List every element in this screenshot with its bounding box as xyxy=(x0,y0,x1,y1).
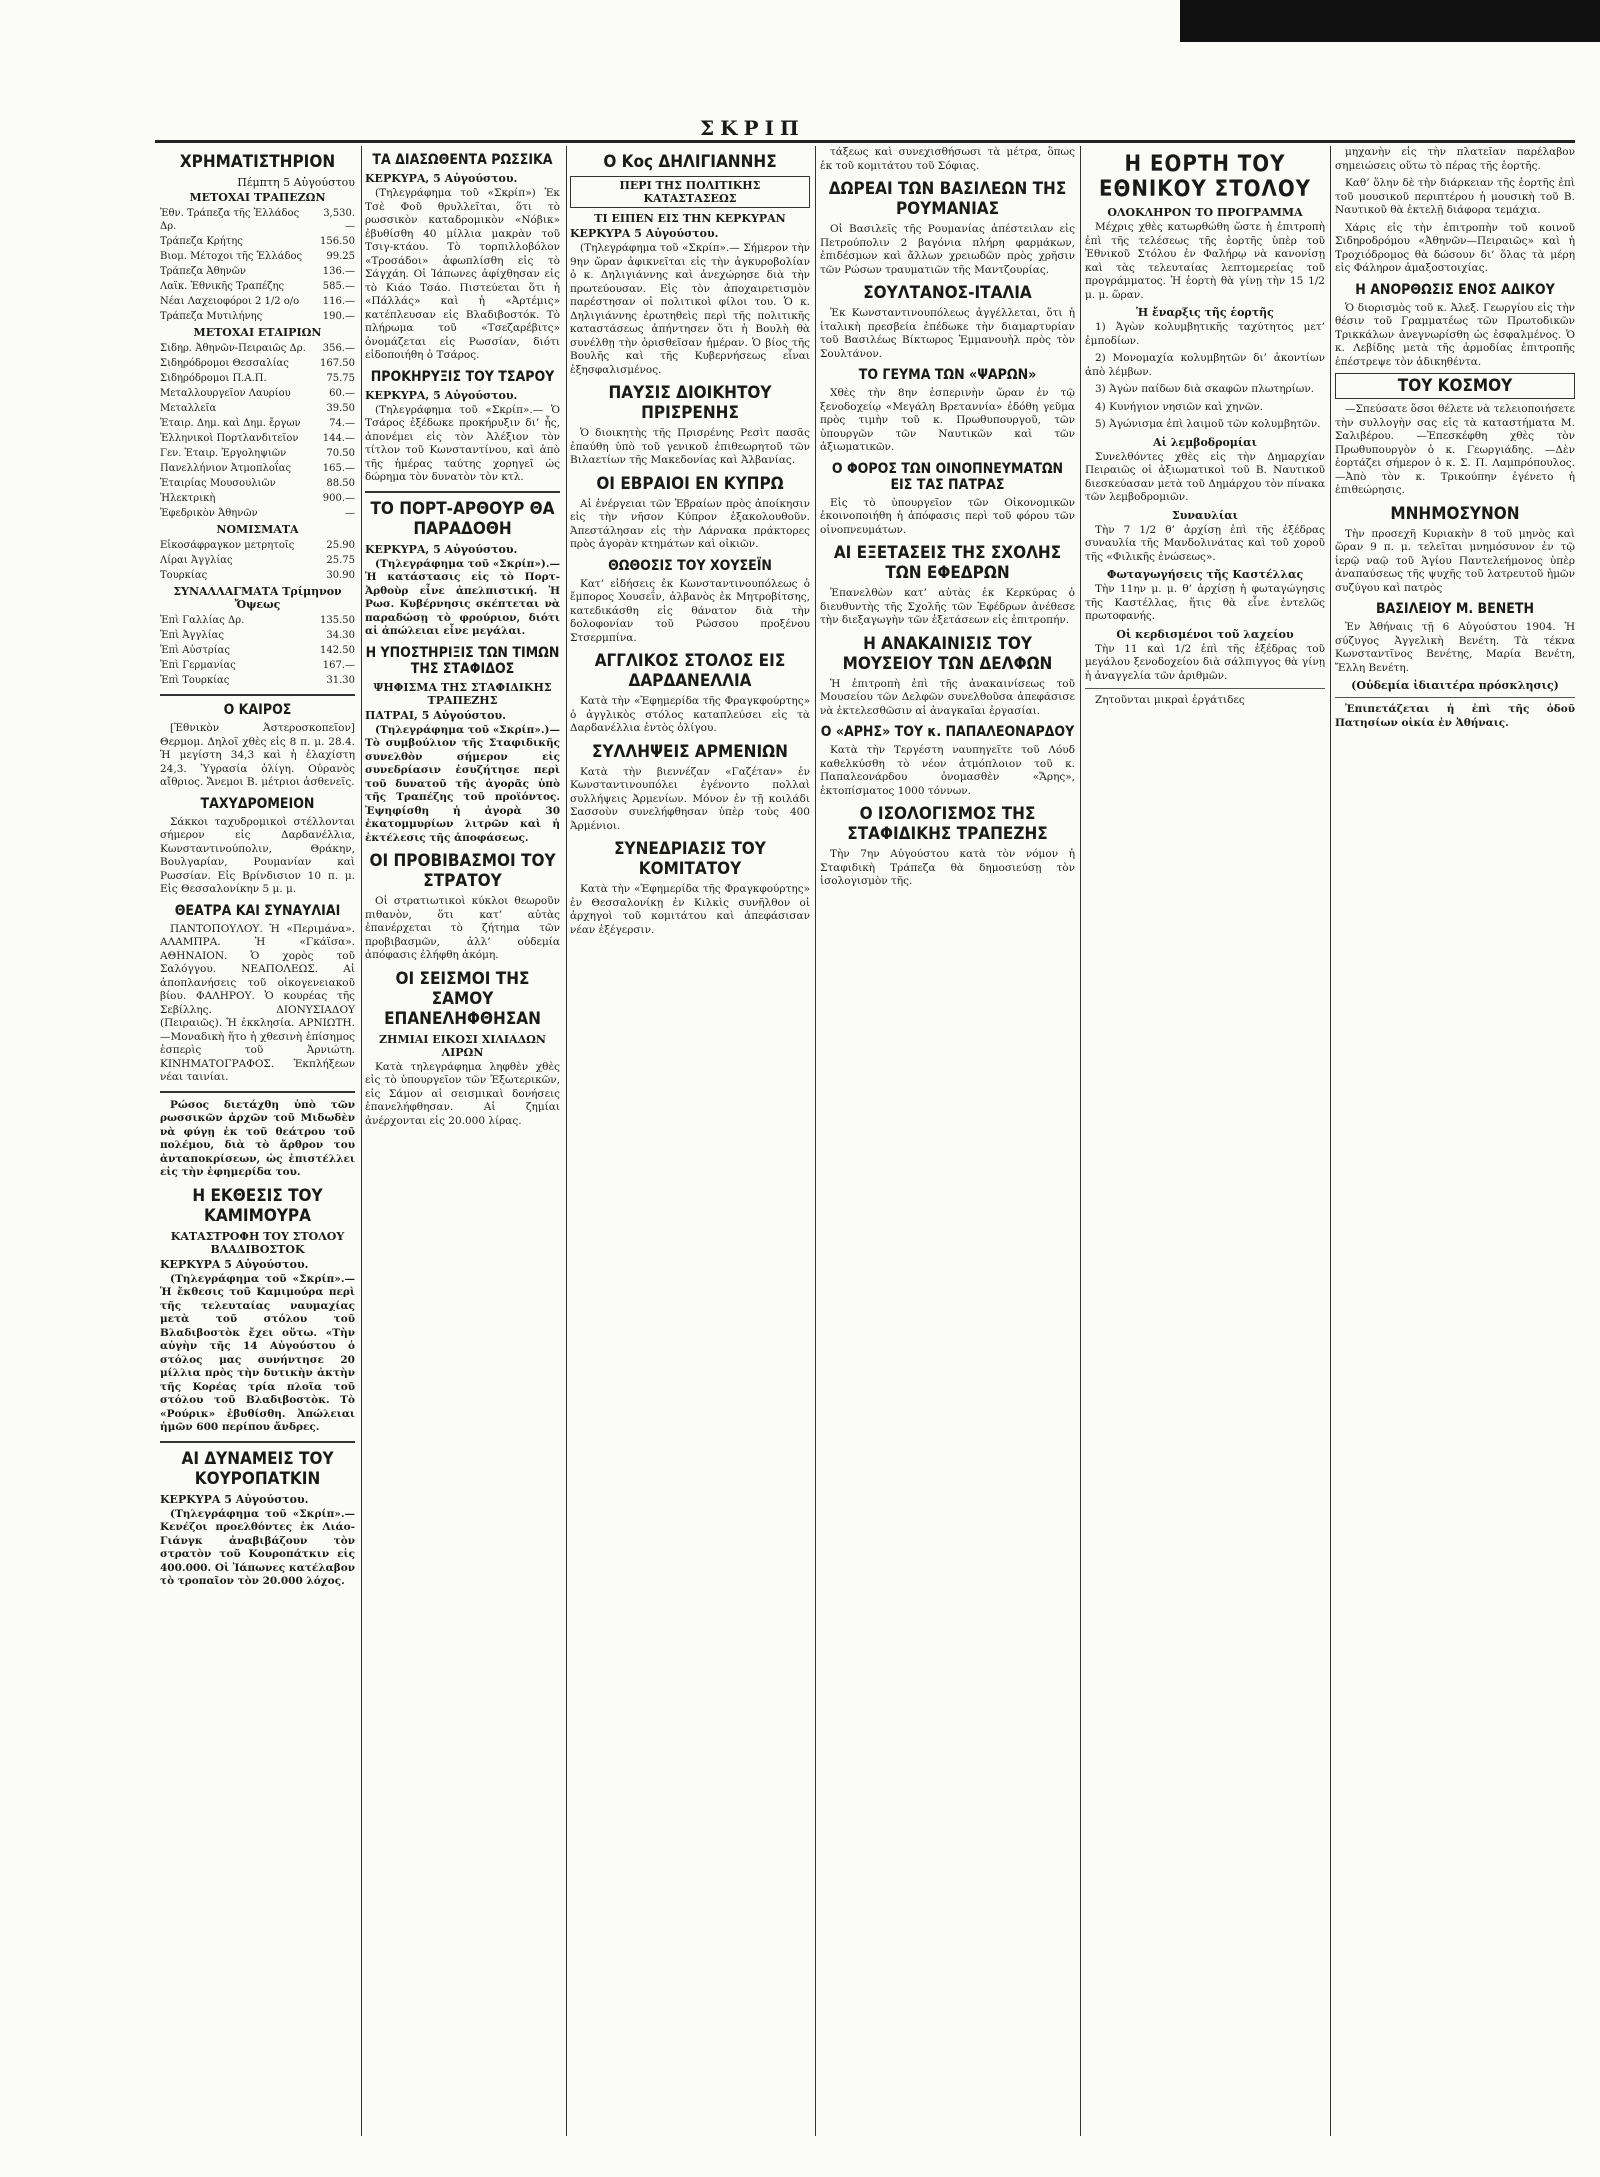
continued-text: τάξεως καὶ συνεχισθήσωσι τὰ μέτρα, ὃπως ἐκ τοῦ κομιτάτου τοῦ Σόφιας. xyxy=(820,146,1075,172)
col5-footer: Ζητοῦνται μικραὶ ἐργάτιδες xyxy=(1095,694,1245,706)
row-value: 70.50 xyxy=(326,448,355,459)
memorial-name: ΒΑΣΙΛΕΙΟΥ Μ. ΒΕΝΕΤΗ xyxy=(1375,601,1535,617)
row-label: Λαϊκ. Ἐθνικῆς Τραπέζης xyxy=(160,281,285,292)
row-value: 116.— xyxy=(322,296,355,307)
row-value: 165.— xyxy=(322,463,355,474)
col6-paragraph-2: Χάρις εἰς τὴν ἐπιτροπὴν τοῦ κοινοῦ Σιδηροδρόμου «Ἀθηνῶν—Πειραιῶς» καὶ ἡ Τροχιόδρομος θὰ δώσουν δι’ ὅλας τὰ μέρη εἰς Φάληρον ἀμαξοστοιχίας. xyxy=(1335,221,1575,274)
row-value: 60.— xyxy=(329,388,355,399)
table-row xyxy=(160,341,355,356)
fx-header: ΣΥΝΑΛΛΑΓΜΑΤΑ Τρίμηνον Ὄψεως xyxy=(173,585,342,611)
balance-text: Τὴν 7ην Αὐγούστου κατὰ τὸν νόμον ἡ Σταφιδικὴ Τράπεζα θὰ δημοσιεύσῃ τὸν ἰσολογισμὸν τῆς. xyxy=(820,848,1075,887)
row-label: Σιδηρόδρομοι Π.Α.Π. xyxy=(160,373,267,384)
col6-continued: μηχανὴν εἰς τὴν πλατεῖαν παρέλαβον σημειώσεις οὕτω τὸ πέρας τῆς ἑορτῆς. xyxy=(1335,146,1575,172)
memorial-family: Ἐν Ἀθήναις τῇ 6 Αὐγούστου 1904. Ἡ σύζυγος Ἀγγελικὴ Βενέτη. Τὰ τέκνα Κωνσταντῖνος Βενέτης, Μαρία Βενέτη, Ἔλλη Βενέτη. xyxy=(1335,621,1575,674)
row-label: Ἐφεδρικὸν Ἀθηνῶν xyxy=(160,508,258,519)
post-text: Σάκκοι ταχυδρομικοὶ στέλλονται σήμερον εἰς Δαρδανέλλια, Κωνσταντινούπολιν, Θράκην, Βουλγαρίαν, Ρουμανίαν καὶ Ρωσσίαν. Εἰς Βρίνδισιον 10 π. μ. Εἰς Θεσσαλονίκην 5 μ. μ. xyxy=(160,815,355,895)
table-row xyxy=(160,446,355,461)
delyannis-text: (Τηλεγράφημα τοῦ «Σκρίπ».— Σήμερον τὴν 9ην ὥραν ἀφικνεῖται εἰς τὴν ἀγκυροβολίαν ὁ κ. Δηλιγιάννης καὶ ἀνεχώρησε διὰ τὴν πρωτεύουσαν. Εἰς τὸν ἀποχαιρετισμὸν παρέστησαν οἱ πολιτικοὶ φίλοι του. Ὁ κ. Δηλιγιάννης ἐρωτηθεὶς περὶ τῆς πολιτικῆς καταστάσεως ἀπήντησεν ὅτι ἡ Βουλὴ θὰ συνέλθῃ τὴν ὁρισθεῖσαν ἡμέραν. Ὁ βίος τῆς Βουλῆς καὶ τῆς Κυβερνήσεως εἶναι ἐξησφαλισμένος. xyxy=(570,242,810,376)
column-rule xyxy=(1330,146,1331,2136)
tsar-title: ΠΡΟΚΗΡΥΞΙΣ ΤΟΥ ΤΣΑΡΟΥ xyxy=(370,368,555,385)
row-label: Ἐπὶ Αὐστρίας xyxy=(160,645,231,656)
row-value: 135.50 xyxy=(320,615,355,626)
table-row xyxy=(160,309,355,324)
currant-dateline: ΠΑΤΡΑΙ, 5 Αὐγούστου. xyxy=(365,708,506,722)
row-label: Βιομ. Μέτοχοι τῆς Ἑλλάδος xyxy=(160,251,303,262)
delphi-title: Η ΑΝΑΚΑΙΝΙΣΙΣ ΤΟΥ ΜΟΥΣΕΙΟΥ ΤΩΝ ΔΕΛΦΩΝ xyxy=(842,633,1053,674)
fx-table xyxy=(160,613,355,688)
row-value: 900.— xyxy=(322,493,355,504)
table-row xyxy=(160,628,355,643)
row-label: Τράπεζα Μυτιλήνης xyxy=(160,311,263,322)
table-row xyxy=(160,371,355,386)
samos-text: Κατὰ τηλεγράφημα ληφθὲν χθὲς εἰς τὸ ὑπουργεῖον τῶν Ἐξωτερικῶν, εἰς Σάμον αἱ σεισμικαὶ δονήσεις ἐπανελήφθησαν. Αἱ ζημίαι ἀνέρχονται εἰς 20.000 λίρας. xyxy=(365,1060,560,1127)
column-2 xyxy=(365,146,560,2146)
weather-title: Ο ΚΑΙΡΟΣ xyxy=(223,702,292,718)
table-row xyxy=(160,234,355,249)
feast-title: Η ΕΟΡΤΗ ΤΟΥ ΕΘΝΙΚΟΥ ΣΤΟΛΟΥ xyxy=(1099,152,1311,202)
lights-text: Τὴν 11ην μ. μ. θ’ ἀρχίσῃ ἡ φωταγώγησις τῆς Καστέλλας, ἥτις θὰ εἶνε ἐντελῶς πρωτοφανής. xyxy=(1085,583,1325,622)
row-label: Εἰκοσάφραγκον μετρητοῖς xyxy=(160,540,295,551)
portarthur-dateline: ΚΕΡΚΥΡΑ, 5 Αὐγούστου. xyxy=(365,542,518,556)
committee-text: Κατὰ τὴν «Ἐφημερίδα τῆς Φραγκφούρτης» ἐν Θεσσαλονίκῃ ἐν Κιλκὶς συνῆλθον οἱ ἀρχηγοὶ τοῦ κομιτάτου καὶ ἀπεφάσισαν νέαν ἐξέγερσιν. xyxy=(570,883,810,936)
list-item: 3) Ἀγὼν παίδων διὰ σκαφῶν πλωτηρίων. xyxy=(1095,383,1315,395)
feast-items-header: Ἡ ἔναρξις τῆς ἑορτῆς xyxy=(1136,306,1274,319)
rowing-text: Συνελθόντες χθὲς εἰς τὴν Δημαρχίαν Πειραιῶς οἱ ἀξιωματικοὶ τοῦ Β. Ναυτικοῦ διεσκεύασαν μετὰ τοῦ Δημάρχου τὸν πίνακα τῶν λεμβοδρομιῶν. xyxy=(1085,450,1325,503)
cyprus-text: Αἱ ἐνέργειαι τῶν Ἑβραίων πρὸς ἀποίκησιν εἰς τὴν νῆσον Κύπρον ἐξακολουθοῦν. Ἀπεστάλησαν εἰς τὴν Λάρνακα πράκτορες πρὸς ἀγορὰν κτημάτων καὶ οἰκιῶν. xyxy=(570,497,810,550)
table-row xyxy=(160,613,355,628)
currant-subtitle: ΨΗΦΙΣΜΑ ΤΗΣ ΣΤΑΦΙΔΙΚΗΣ ΤΡΑΠΕΖΗΣ xyxy=(373,680,552,707)
fleet-title: ΑΓΓΛΙΚΟΣ ΣΤΟΛΟΣ ΕΙΣ ΔΑΡΔΑΝΕΛΛΙΑ xyxy=(594,651,786,691)
row-label: Ἠλεκτρικὴ xyxy=(160,493,216,504)
row-value: 74.— xyxy=(329,418,355,429)
masthead xyxy=(0,0,1600,140)
row-value: 3,530.— xyxy=(323,208,355,232)
committee-title: ΣΥΝΕΔΡΙΑΣΙΣ ΤΟΥ ΚΟΜΙΤΑΤΟΥ xyxy=(614,839,766,879)
table-row xyxy=(160,673,355,688)
lottery-text: Τὴν 11 καὶ 1/2 ἐπὶ τῆς ἐξέδρας τοῦ μεγάλου ξενοδοχείου διὰ σάλπιγγος θὰ γίνῃ ἡ ἀναγγελία τῶν ἀριθμῶν. xyxy=(1085,642,1325,682)
bank-shares-header: ΜΕΤΟΧΑΙ ΤΡΑΠΕΖΩΝ xyxy=(189,191,326,204)
masthead-title: ΣΚΡΙΠ xyxy=(700,116,805,140)
row-label: Ἑταιρ. Δημ. καὶ Δημ. ἔργων xyxy=(160,418,301,429)
kamimura-subtitle: ΚΑΤΑΣΤΡΟΦΗ ΤΟΥ ΣΤΟΛΟΥ ΒΛΑΔΙΒΟΣΤΟΚ xyxy=(170,1229,345,1256)
delphi-text: Ἡ ἐπιτροπὴ ἐπὶ τῆς ἀνακαινίσεως τοῦ Μουσείου τῶν Δελφῶν συνελθοῦσα ἀπεφάσισε νὰ ἐκτελεσθῶσιν αἱ ἀναγκαῖαι ἐργασίαι. xyxy=(820,677,1075,717)
balance-title: Ο ΙΣΟΛΟΓΙΣΜΟΣ ΤΗΣ ΣΤΑΦΙΔΙΚΗΣ ΤΡΑΠΕΖΗΣ xyxy=(847,804,1048,844)
ships-text: (Τηλεγράφημα τοῦ «Σκρίπ») Ἐκ Τσὲ Φοῦ θρυλλεῖται, ὅτι τὸ ρωσσικὸν καταδρομικὸν «Νόβικ» ἐβυθίσθη 40 μίλλια μακρὰν τοῦ Τσιγ-κτάου. Τὸ τορπιλλοβόλον «Τροσάδοι» ἀφωπλίσθη εἰς τὸ Σάγχάη. Οἱ Ἰάπωνες ἀφίχθησαν εἰς τὸ Κιάο Τσάο. Πιστεύεται ὅτι ἡ «Πάλλάς» καὶ ἡ «Ἀρτέμις» κατέπλευσαν εἰς Βλαδιβοστόκ. Τὸ πλήρωμα τοῦ «Τσεζαρέβιτς» ὀνομάζεται εἰς Ρωσσίαν, διότι εἰδοποιήθη ὁ Τσάρος. xyxy=(365,187,560,361)
row-label: Σιδηρόδρομοι Θεσσαλίας xyxy=(160,358,289,369)
table-row xyxy=(160,294,355,309)
portarthur-title: ΤΟ ΠΟΡΤ-ΑΡΘΟΥΡ ΘΑ ΠΑΡΑΔΟΘΗ xyxy=(370,498,555,539)
currant-title: Η ΥΠΟΣΤΗΡΙΞΙΣ ΤΩΝ ΤΙΜΩΝ ΤΗΣ ΣΤΑΦΙΔΟΣ xyxy=(365,644,560,677)
kamimura-title: Η ΕΚΘΕΣΙΣ ΤΟΥ ΚΑΜΙΜΟΥΡΑ xyxy=(192,1185,323,1226)
row-label: Ἐπὶ Γερμανίας xyxy=(160,660,236,671)
row-value: 144.— xyxy=(322,433,355,444)
notice-text: Ρώσος διετάχθη ὑπὸ τῶν ρωσσικῶν ἀρχῶν τοῦ Μιδωδὲν νὰ φύγῃ ἐκ τοῦ θεάτρου τοῦ πολέμου, διὰ τὸ ἄρθρον του ἀνταποκρίσεων, ὡς ἐπιστέλλει εἰς τὴν ἐφημερίδα του. xyxy=(160,1098,355,1178)
memorial-note: (Οὐδεμία ἰδιαιτέρα πρόσκλησις) xyxy=(1351,679,1559,692)
coins-table xyxy=(160,538,355,583)
table-row xyxy=(160,461,355,476)
world-text: —Σπεύσατε ὅσοι θέλετε νὰ τελειοποιήσετε τὴν συλλογὴν σας εἰς τὰ καταστήματα Μ. Σαλιβέρου. —Ἐπεσκέφθη χθὲς τὸν Πρωθυπουργὸν ὁ κ. Γεωργιάδης. —Δὲν ἑορτάζει σήμερον ὁ κ. Σ. Π. Λαμπρόπουλος. —Ἀπὸ τὸν κ. Τρικούπην ἐγένετο ἡ ἐπιθεώρησις. xyxy=(1335,403,1575,496)
romania-title: ΔΩΡΕΑΙ ΤΩΝ ΒΑΣΙΛΕΩΝ ΤΗΣ ΡΟΥΜΑΝΙΑΣ xyxy=(828,179,1067,219)
row-value: 88.50 xyxy=(326,478,355,489)
khousein-text: Κατ’ εἰδήσεις ἐκ Κωνσταντινουπόλεως ὁ ἔμπορος Χουσεΐν, ἀλβανὸς ἐκ Μητροβίτσης, κατεδικάσθη εἰς θάνατον διὰ τὴν δολοφονίαν τοῦ Ρώσσου προξένου Στσερμπίνα. xyxy=(570,577,810,644)
row-value: 25.90 xyxy=(326,540,355,551)
ships-dateline: ΚΕΡΚΥΡΑ, 5 Αὐγούστου. xyxy=(365,172,518,185)
italy-title: ΣΟΥΛΤΑΝΟΣ-ΙΤΑΛΙΑ xyxy=(863,283,1032,303)
exchange-title: ΧΡΗΜΑΤΙΣΤΗΡΙΟΝ xyxy=(179,152,336,172)
ships-title: ΤΑ ΔΙΑΣΩΘΕΝΤΑ ΡΩΣΣΙΚΑ xyxy=(372,152,553,168)
wine-text: Εἰς τὸ ὑπουργεῖον τῶν Οἰκονομικῶν ἐκοινοποιήθη ἡ ἀπόφασις περὶ τοῦ φόρου τῶν οἰνοπνευμάτων. xyxy=(820,496,1075,536)
list-item: 2) Μονομαχία κολυμβητῶν δι’ ἀκοντίων ἀπὸ λέμβων. xyxy=(1085,352,1325,378)
armenians-text: Κατὰ τὴν βιεννέζαν «Γαζέταν» ἐν Κωνσταντινουπόλει ἐγένοντο πολλαὶ συλλήψεις Ἀρμενίων. Μόνον ἐν τῇ κοιλάδι Σασσοὺν συνελήφθησαν ὑπὲρ τοὺς 400 Ἀρμένιοι. xyxy=(570,765,810,832)
rowing-header: Αἱ λεμβοδρομίαι xyxy=(1153,435,1257,449)
row-value: 585.— xyxy=(322,281,355,292)
row-label: Ἐθν. Τράπεζα τῆς Ἑλλάδος Δρ. xyxy=(160,208,300,232)
row-label: Σιδηρ. Ἀθηνῶν-Πειραιῶς Δρ. xyxy=(160,343,306,354)
row-value: 136.— xyxy=(322,266,355,277)
row-value: 34.30 xyxy=(326,630,355,641)
list-item: 5) Ἀγώνισμα ἐπὶ λαιμοῦ τῶν κολυμβητῶν. xyxy=(1095,418,1321,430)
col6-footer: Ἐπιπετάζεται ἡ ἐπὶ τῆς ὁδοῦ Πατησίων οἰκία ἐν Ἀθήναις. xyxy=(1335,703,1575,729)
currant-text: (Τηλεγράφημα τοῦ «Σκρίπ».)— Τὸ συμβούλιον τῆς Σταφιδικῆς συνελθὸν σήμερον εἰς συνεδρίασιν ἐσυζήτησε περὶ τοῦ δυνατοῦ τῆς ἀγορᾶς ὑπὸ τῆς Τραπέζης τοῦ προϊόντος. Ἐψηφίσθη ἡ ἀγορὰ 30 ἑκατομμυρίων λιτρῶν καὶ ἡ ἐκτέλεσις τῆς ἀποφάσεως. xyxy=(365,723,560,844)
delyannis-subtitle-2: ΤΙ ΕΙΠΕΝ ΕΙΣ ΤΗΝ ΚΕΡΚΥΡΑΝ xyxy=(594,212,786,225)
tsar-text: (Τηλεγράφημα τοῦ «Σκρίπ».— Ὁ Τσάρος ἐξέδωκε προκήρυξιν δι’ ἧς, ἀπονέμει εἰς τὸν Ἀλέξιον τὸν τίτλον τοῦ Κωνσταντίνου, καὶ ἀπὸ τῆς ἡμέρας ταύτης χορηγεῖ ὡς δώρημα τὸν δυνατὸν τὸν κτλ. xyxy=(365,403,560,483)
column-rule xyxy=(361,146,362,2136)
weather-text: [Ἐθνικὸν Ἀστεροσκοπεῖον] Θερμομ. Δηλοῖ χθὲς εἰς 8 π. μ. 28.4. Ἡ μεγίστη 34,3 καὶ ἡ ἐλαχίστη 24,3. Ὑγρασία ὀλίγη. Οὐρανὸς αἴθριος. Ἄνεμοι Β. μέτριοι ἀσθενεῖς. xyxy=(160,722,355,788)
fleet-text: Κατὰ τὴν «Ἐφημερίδα τῆς Φραγκφούρτης» ὁ ἀγγλικὸς στόλος καταπλεύσει εἰς τὰ Δαρδανέλλια ἐντὸς ὀλίγου. xyxy=(570,695,810,734)
row-value: 167.— xyxy=(322,660,355,671)
armenians-title: ΣΥΛΛΗΨΕΙΣ ΑΡΜΕΝΙΩΝ xyxy=(592,741,788,762)
table-row xyxy=(160,206,355,234)
row-label: Ἑλληνικοὶ Πορτλανδιτεῖον xyxy=(160,433,299,444)
delyannis-subtitle-1: ΠΕΡΙ ΤΗΣ ΠΟΛΙΤΙΚΗΣ ΚΑΤΑΣΤΑΣΕΩΣ xyxy=(570,176,810,208)
delyannis-title: Ο Κος ΔΗΛΙΓΙΑΝΝΗΣ xyxy=(603,152,777,172)
table-row xyxy=(160,401,355,416)
ephors-text: Ἐπανελθὼν κατ’ αὐτὰς ἐκ Κερκύρας ὁ διευθυντὴς τῆς Σχολῆς τῶν Ἐφέδρων ἀνέθεσε τὴν διεξαγωγὴν τῶν ἐξετάσεων εἰς ἐπιτροπήν. xyxy=(820,587,1075,626)
memorial-title: ΜΝΗΜΟΣΥΝΟΝ xyxy=(1390,503,1520,524)
row-value: 142.50 xyxy=(320,645,355,656)
row-value: 156.50 xyxy=(320,236,355,247)
kuropatkin-dateline: ΚΕΡΚΥΡΑ 5 Αὐγούστου. xyxy=(160,1492,309,1506)
col6-paragraph-1: Καθ’ ὅλην δὲ τὴν διάρκειαν τῆς ἑορτῆς ἐπὶ τοῦ μουσικοῦ περιπτέρου ἡ μουσικὴ τοῦ Β. Ναυτικοῦ θὰ ἐκτελῇ διάφορα τεμάχια. xyxy=(1335,177,1575,216)
ares-text: Κατὰ τὴν Τεργέστη ναυπηγεῖτε τοῦ Λόυδ καθελκύσθη τὸ νέον ἀτμόπλοιον τοῦ κ. Παπαλεονάρδου ὀνομασθὲν «Ἄρης», ἐκτοπίσματος 1000 τόννων. xyxy=(820,744,1075,797)
row-label: Ἐπὶ Τουρκίας xyxy=(160,675,230,686)
ares-title: Ο «ΑΡΗΣ» ΤΟΥ κ. ΠΑΠΑΛΕΟΝΑΡΔΟΥ xyxy=(820,724,1075,740)
wine-title: Ο ΦΟΡΟΣ ΤΩΝ ΟΙΝΟΠΝΕΥΜΑΤΩΝ ΕΙΣ ΤΑΣ ΠΑΤΡΑΣ xyxy=(831,460,1064,493)
psaron-title: ΤΟ ΓΕΥΜΑ ΤΩΝ «ΨΑΡΩΝ» xyxy=(858,367,1037,383)
crime-title: Η ΑΝΟΡΘΩΣΙΣ ΕΝΟΣ ΑΔΙΚΟΥ xyxy=(1355,281,1555,298)
samos-subtitle: ΖΗΜΙΑΙ ΕΙΚΟΣΙ ΧΙΛΙΑΔΩΝ ΛΙΡΩΝ xyxy=(379,1032,546,1059)
cyprus-title: ΟΙ ΕΒΡΑΙΟΙ ΕΝ ΚΥΠΡΩ xyxy=(596,473,784,494)
column-6 xyxy=(1335,146,1575,2146)
column-rule xyxy=(815,146,816,2136)
khousein-title: ΘΩΘΟΣΙΣ ΤΟΥ ΧΟΥΣΕΪΝ xyxy=(608,557,772,574)
tsar-dateline: ΚΕΡΚΥΡΑ, 5 Αὐγούστου. xyxy=(365,388,518,402)
column-rule xyxy=(566,146,567,2136)
row-value: 190.— xyxy=(322,311,355,322)
lights-header: Φωταγωγήσεις τῆς Καστέλλας xyxy=(1106,568,1304,581)
company-shares-header: ΜΕΤΟΧΑΙ ΕΤΑΙΡΙΩΝ xyxy=(193,326,322,339)
table-row xyxy=(160,264,355,279)
prizren-title: ΠΑΥΣΙΣ ΔΙΟΙΚΗΤΟΥ ΠΡΙΣΡΕΝΗΣ xyxy=(608,383,772,423)
theatre-title: ΘΕΑΤΡΑ ΚΑΙ ΣΥΝΑΥΛΙΑΙ xyxy=(174,902,341,919)
table-row xyxy=(160,416,355,431)
row-value: 30.90 xyxy=(326,570,355,581)
army-text: Οἱ στρατιωτικοὶ κύκλοι θεωροῦν πιθανὸν, ὅτι κατ’ αὐτὰς ἐπανέρχεται τὸ ζήτημα τῶν προβιβασμῶν, ἀλλ’ οὐδεμία ἀπόφασις ἐλήφθη ἀκόμη. xyxy=(365,895,560,961)
row-value: 39.50 xyxy=(326,403,355,414)
row-label: Πανελλήνιον Ἀτμοπλοΐας xyxy=(160,463,292,474)
column-rule xyxy=(1080,146,1081,2136)
row-value: — xyxy=(345,508,355,519)
row-label: Τράπεζα Ἀθηνῶν xyxy=(160,266,246,277)
kuropatkin-text: (Τηλεγράφημα τοῦ «Σκρίπ».— Κενέζοι προελθόντες ἐκ Λιάο-Γιάνγκ ἀναβιβάζουν τὸν στρατὸν τοῦ Κουροπάτκιν εἰς 400.000. Οἱ Ἰάπωνες κατέλαβον τὸ τροπαῖον τὸν 20.000 λόχος. xyxy=(160,1507,355,1587)
row-label: Τράπεζα Κρήτης xyxy=(160,236,243,247)
feast-subtitle: ΟΛΟΚΛΗΡΟΝ ΤΟ ΠΡΟΓΡΑΜΜΑ xyxy=(1107,206,1303,219)
feast-items-list xyxy=(1085,321,1325,432)
column-1 xyxy=(160,146,355,2146)
table-row xyxy=(160,249,355,264)
table-row xyxy=(160,568,355,583)
portarthur-text: (Τηλεγράφημα τοῦ «Σκρίπ»).— Ἡ κατάστασις εἰς τὸ Πορτ-Ἀρθοὺρ εἶνε ἀπελπιστική. Ἡ Ρωσ. Κυβέρνησις σκέπτεται νὰ παραδώσῃ τὸ φρούριον, διότι αἱ ἀπώλειαι εἶνε μεγάλαι. xyxy=(365,557,560,637)
masthead-dark-band xyxy=(1180,0,1600,42)
row-label: Νέαι Λαχειοφόροι 2 1/2 ο/ο xyxy=(160,296,300,307)
row-value: 75.75 xyxy=(326,373,355,384)
kuropatkin-title: ΑΙ ΔΥΝΑΜΕΙΣ ΤΟΥ ΚΟΥΡΟΠΑΤΚΙΝ xyxy=(181,1448,334,1489)
row-value: 25.75 xyxy=(326,555,355,566)
feast-text: Μέχρις χθὲς κατωρθώθη ὥστε ἡ ἐπιτροπὴ ἐπὶ τῆς τελέσεως τῆς ἑορτῆς ὑπὲρ τοῦ Ἐθνικοῦ Στόλου ἐν Φαλήρῳ νὰ κανονίσῃ καὶ τὰς τελευταίας λεπτομερείας τοῦ προγράμματος. Ἡ ἑορτὴ θὰ γίνῃ τὴν 15 1/2 μ. μ. ὥραν. xyxy=(1085,221,1325,301)
row-label: Λίραι Ἀγγλίας xyxy=(160,555,233,566)
column-5 xyxy=(1085,146,1325,2146)
post-title: ΤΑΧΥΔΡΟΜΕΙΟΝ xyxy=(200,795,315,812)
prizren-text: Ὁ διοικητὴς τῆς Πρισρένης Ρεσὶτ πασᾶς ἐπαύθη ὑπὸ τοῦ γενικοῦ ἐπιθεωρητοῦ τῶν Βιλαετίων τῆς Μακεδονίας καὶ Ἀλβανίας. xyxy=(570,427,810,466)
world-title: ΤΟΥ ΚΟΣΜΟΥ xyxy=(1335,373,1575,399)
column-4 xyxy=(820,146,1075,2146)
crime-text: Ὁ διορισμὸς τοῦ κ. Ἀλεξ. Γεωργίου εἰς τὴν θέσιν τοῦ Γραμματέως τῶν Πρωτοδικῶν Τρικκάλων ἀνεγνωρίσθη ὡς ἐσφαλμένος. Ὁ κ. Λεβίδης μετὰ τῆς ἁρμοδίας ἐπιτροπῆς ἐπέστρεψε τὸν ἀδικηθέντα. xyxy=(1335,301,1575,368)
music-text: Τὴν 7 1/2 θ’ ἀρχίσῃ ἐπὶ τῆς ἐξέδρας συναυλία τῆς Μανδολινάτας καὶ τοῦ χοροῦ τῆς «Φιλικῆς ἑνώσεως». xyxy=(1085,523,1325,563)
music-header: Συναυλίαι xyxy=(1172,508,1238,522)
exchange-date: Πέμπτη 5 Αὐγούστου xyxy=(237,176,355,189)
row-value: 356.— xyxy=(322,343,355,354)
table-row xyxy=(160,506,355,521)
table-row xyxy=(160,491,355,506)
italy-text: Ἐκ Κωνσταντινουπόλεως ἀγγέλλεται, ὅτι ἡ ἰταλικὴ πρεσβεία ἐπέδωκε τὴν διαμαρτυρίαν τοῦ Βασιλέως Βίκτωρος Ἐμμανουὴλ πρὸς τὸν Σουλτάνον. xyxy=(820,307,1075,360)
lottery-header: Οἱ κερδισμένοι τοῦ λαχείου xyxy=(1116,627,1294,641)
theatre-text: ΠΑΝΤΟΠΟΥΛΟΥ. Ἡ «Περιμάνα». ΑΛΑΜΠΡΑ. Ἡ «Γκάϊσα». ΑΘΗΝΑΙΟΝ. Ὁ χορὸς τοῦ Σαλόγγου. ΝΕΑΠΟΛΕΩΣ. Αἱ ἀποπλανήσεις τοῦ οἰκογενειακοῦ βίου. ΦΑΛΗΡΟΥ. Ὁ κουρέας τῆς Σεβίλλης. ΔΙΟΝΥΣΙΑΔΟΥ (Πειραιῶς). Ἡ ἐκκλησία. ΑΡΝΙΩΤΗ.—Μοναδικὴ ἥτο ἡ χθεσινὴ ἐπίσημος ἑσπερὶς τοῦ Ἀρνιώτη. ΚΙΝΗΜΑΤΟΓΡΑΦΟΣ. Ἐκπλήξεων νέαι ταινίαι. xyxy=(160,922,355,1083)
table-row xyxy=(160,643,355,658)
table-row xyxy=(160,356,355,371)
column-3 xyxy=(570,146,810,2146)
samos-title: ΟΙ ΣΕΙΣΜΟΙ ΤΗΣ ΣΑΜΟΥ ΕΠΑΝΕΛΗΦΘΗΣΑΝ xyxy=(384,968,541,1029)
row-label: Ἑταιρίας Μουσουλιῶν xyxy=(160,478,276,489)
table-row xyxy=(160,386,355,401)
row-value: 167.50 xyxy=(320,358,355,369)
psaron-text: Χθὲς τὴν 8ην ἑσπερινὴν ὥραν ἐν τῷ ξενοδοχείῳ «Μεγάλη Βρεταννία» ἐδόθη γεῦμα πρὸς τιμὴν τοῦ κ. Πρωθυπουργοῦ, τῶν ὑπουργῶν τῶν Ναυτικῶν καὶ τῶν ἀξιωματικῶν. xyxy=(820,387,1075,453)
kamimura-text: (Τηλεγράφημα τοῦ «Σκρίπ».—Ἡ ἔκθεσις τοῦ Καμιμούρα περὶ τῆς τελευταίας ναυμαχίας μετὰ τοῦ στόλου τοῦ Βλαδιβοστὸκ ἔχει οὕτω. «Τὴν αὐγὴν τῆς 14 Αὐγούστου ὁ στόλος μας συνήντησε 20 μίλλια πρὸς τὴν δυτικὴν ἀκτὴν τῆς Κορέας τρία πλοῖα τοῦ στόλου τοῦ Βλαδιβοστὸκ. Τὸ «Ρούρικ» ἐβυθίσθη. Ἀπώλειαι ἡμῶν 600 περίπου ἄνδρες. xyxy=(160,1272,355,1433)
coins-header: ΝΟΜΙΣΜΑΤΑ xyxy=(216,523,299,536)
row-label: Μεταλλουργεῖον Λαυρίου xyxy=(160,388,291,399)
kamimura-dateline: ΚΕΡΚΥΡΑ 5 Αὐγούστου. xyxy=(160,1257,309,1271)
row-value: 31.30 xyxy=(326,675,355,686)
table-row xyxy=(160,476,355,491)
bank-shares-table xyxy=(160,206,355,324)
row-value: 99.25 xyxy=(326,251,355,262)
table-row xyxy=(160,431,355,446)
row-label: Μεταλλεῖα xyxy=(160,403,217,414)
company-shares-table xyxy=(160,341,355,521)
romania-text: Οἱ Βασιλεῖς τῆς Ρουμανίας ἀπέστειλαν εἰς Πετρούπολιν 2 βαγόνια πλήρη φαρμάκων, ἐπιδέσμων καὶ ἄλλων χρειωδῶν πρὸς χρῆσιν τῶν Ρώσων τραυματιῶν τῆς Μαντζουρίας. xyxy=(820,223,1075,276)
ephors-title: ΑΙ ΕΞΕΤΑΣΕΙΣ ΤΗΣ ΣΧΟΛΗΣ ΤΩΝ ΕΦΕΔΡΩΝ xyxy=(833,543,1062,583)
row-label: Ἐπὶ Γαλλίας Δρ. xyxy=(160,615,245,626)
army-title: ΟΙ ΠΡΟΒΙΒΑΣΜΟΙ ΤΟΥ ΣΤΡΑΤΟΥ xyxy=(369,851,556,891)
table-row xyxy=(160,279,355,294)
list-item: 1) Ἀγὼν κολυμβητικῆς ταχύτητος μετ’ ἐμποδίων. xyxy=(1085,321,1325,347)
list-item: 4) Κυνήγιον νησιῶν καὶ χηνῶν. xyxy=(1095,400,1264,413)
table-row xyxy=(160,658,355,673)
row-label: Τουρκίας xyxy=(160,570,208,581)
table-row xyxy=(160,538,355,553)
table-row xyxy=(160,553,355,568)
row-label: Ἐπὶ Ἀγγλίας xyxy=(160,630,224,641)
memorial-text: Τὴν προσεχῆ Κυριακὴν 8 τοῦ μηνὸς καὶ ὥραν 9 π. μ. τελεῖται μνημόσυνον ἐν τῷ ἱερῷ ναῷ τοῦ Ἁγίου Παντελεήμονος ὑπὲρ ἀναπαύσεως τῆς ψυχῆς τοῦ λατρευτοῦ ἡμῶν συζύγου καὶ πατρὸς xyxy=(1335,527,1575,594)
top-rule xyxy=(155,140,1575,143)
delyannis-dateline: ΚΕΡΚΥΡΑ 5 Αὐγούστου. xyxy=(570,227,719,240)
row-label: Γεν. Ἑταιρ. Ἐργοληψιῶν xyxy=(160,448,287,459)
